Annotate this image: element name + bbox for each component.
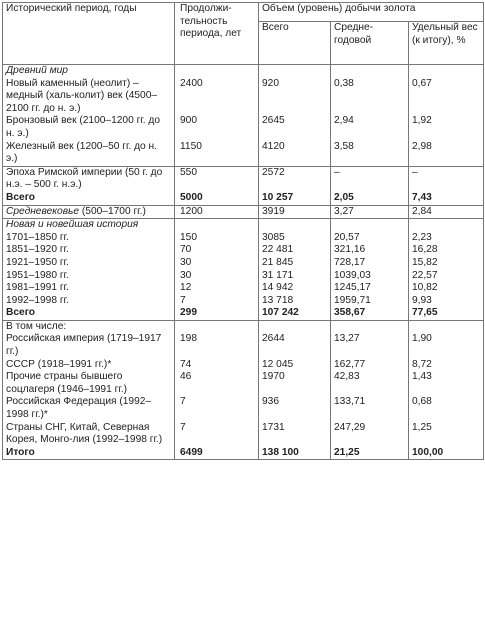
cell-total: 21 845 <box>259 257 331 270</box>
cell-period: 1701–1850 гг. <box>3 232 175 245</box>
cell-duration: 7 <box>175 396 259 421</box>
cell-period: СССР (1918–1991 гг.)* <box>3 359 175 372</box>
cell-annual: 1959,71 <box>331 295 409 308</box>
cell-duration <box>175 65 259 78</box>
cell-period: Всего <box>3 192 175 205</box>
cell-total <box>259 320 331 333</box>
table-row <box>3 65 484 78</box>
header-duration: Продолжи-тельность периода, лет <box>175 3 259 65</box>
cell-total: 2645 <box>259 115 331 140</box>
cell-annual: 2,05 <box>331 192 409 205</box>
table-row <box>3 295 484 308</box>
cell-share <box>409 320 484 333</box>
cell-duration: 74 <box>175 359 259 372</box>
table-body <box>3 65 484 460</box>
cell-period: Новый каменный (неолит) – медный (халь-колит) век (4500–2100 гг. до н. э.) <box>3 78 175 116</box>
cell-annual: 3,58 <box>331 141 409 167</box>
cell-share: 22,57 <box>409 270 484 283</box>
cell-annual: 13,27 <box>331 333 409 358</box>
cell-share: 8,72 <box>409 359 484 372</box>
cell-period: 1981–1991 гг. <box>3 282 175 295</box>
cell-period: 1921–1950 гг. <box>3 257 175 270</box>
cell-share: 1,92 <box>409 115 484 140</box>
cell-annual: 42,83 <box>331 371 409 396</box>
cell-annual: 20,57 <box>331 232 409 245</box>
cell-total: 2572 <box>259 166 331 192</box>
cell-annual: 1039,03 <box>331 270 409 283</box>
table-row <box>3 359 484 372</box>
cell-annual: 21,25 <box>331 447 409 460</box>
cell-period: Новая и новейшая история <box>3 219 175 232</box>
table-row <box>3 270 484 283</box>
table-row <box>3 219 484 232</box>
cell-share: 1,90 <box>409 333 484 358</box>
cell-share: 77,65 <box>409 307 484 320</box>
cell-period: Итого <box>3 447 175 460</box>
cell-total <box>259 219 331 232</box>
cell-total: 3085 <box>259 232 331 245</box>
cell-period: Всего <box>3 307 175 320</box>
cell-total: 1970 <box>259 371 331 396</box>
cell-annual: 728,17 <box>331 257 409 270</box>
cell-duration <box>175 219 259 232</box>
cell-total: 4120 <box>259 141 331 167</box>
cell-annual: 321,16 <box>331 244 409 257</box>
cell-duration: 6499 <box>175 447 259 460</box>
header-period: Исторический период, годы <box>3 3 175 65</box>
cell-total: 107 242 <box>259 307 331 320</box>
table-row <box>3 422 484 447</box>
cell-total: 13 718 <box>259 295 331 308</box>
cell-share: – <box>409 166 484 192</box>
cell-total <box>259 65 331 78</box>
cell-share: 1,25 <box>409 422 484 447</box>
header-volume-group: Объем (уровень) добычи золота <box>259 3 484 22</box>
cell-annual <box>331 65 409 78</box>
cell-duration: 46 <box>175 371 259 396</box>
cell-share: 100,00 <box>409 447 484 460</box>
cell-duration: 2400 <box>175 78 259 116</box>
cell-period: 1992–1998 гг. <box>3 295 175 308</box>
table-row <box>3 166 484 192</box>
cell-total: 12 045 <box>259 359 331 372</box>
cell-period: Бронзовый век (2100–1200 гг. до н. э.) <box>3 115 175 140</box>
cell-total: 138 100 <box>259 447 331 460</box>
cell-total: 920 <box>259 78 331 116</box>
cell-duration: 12 <box>175 282 259 295</box>
table-row <box>3 78 484 116</box>
table-row <box>3 257 484 270</box>
cell-duration: 1200 <box>175 205 259 219</box>
cell-total: 3919 <box>259 205 331 219</box>
cell-share: 15,82 <box>409 257 484 270</box>
cell-annual <box>331 320 409 333</box>
cell-share: 0,68 <box>409 396 484 421</box>
table-row <box>3 115 484 140</box>
table-row <box>3 333 484 358</box>
cell-period: 1951–1980 гг. <box>3 270 175 283</box>
cell-period: 1851–1920 гг. <box>3 244 175 257</box>
table-row <box>3 371 484 396</box>
cell-period: Страны СНГ, Китай, Северная Корея, Монго-лия (1992–1998 гг.) <box>3 422 175 447</box>
table-row <box>3 396 484 421</box>
cell-total: 31 171 <box>259 270 331 283</box>
cell-annual: 162,77 <box>331 359 409 372</box>
cell-share: 0,67 <box>409 78 484 116</box>
table-row <box>3 447 484 460</box>
cell-period: Железный век (1200–50 гг. до н. э.) <box>3 141 175 167</box>
cell-annual: 1245,17 <box>331 282 409 295</box>
cell-annual <box>331 219 409 232</box>
table-row <box>3 192 484 205</box>
cell-total: 2644 <box>259 333 331 358</box>
table-row <box>3 320 484 333</box>
gold-production-table <box>2 2 484 460</box>
cell-share: 2,23 <box>409 232 484 245</box>
cell-annual: 358,67 <box>331 307 409 320</box>
cell-duration: 1150 <box>175 141 259 167</box>
cell-share: 16,28 <box>409 244 484 257</box>
cell-period: Древний мир <box>3 65 175 78</box>
cell-duration: 70 <box>175 244 259 257</box>
cell-duration <box>175 320 259 333</box>
cell-annual: 2,94 <box>331 115 409 140</box>
cell-annual: 133,71 <box>331 396 409 421</box>
table-row <box>3 141 484 167</box>
cell-share: 2,84 <box>409 205 484 219</box>
table-row <box>3 205 484 219</box>
cell-share <box>409 219 484 232</box>
cell-share: 9,93 <box>409 295 484 308</box>
cell-duration: 299 <box>175 307 259 320</box>
cell-duration: 198 <box>175 333 259 358</box>
cell-duration: 7 <box>175 295 259 308</box>
cell-period: В том числе: <box>3 320 175 333</box>
cell-total: 10 257 <box>259 192 331 205</box>
cell-total: 936 <box>259 396 331 421</box>
cell-total: 22 481 <box>259 244 331 257</box>
table-row <box>3 307 484 320</box>
cell-duration: 30 <box>175 270 259 283</box>
cell-duration: 5000 <box>175 192 259 205</box>
cell-period: Эпоха Римской империи (50 г. до н.э. – 500 г. н.э.) <box>3 166 175 192</box>
cell-share: 10,82 <box>409 282 484 295</box>
cell-share <box>409 65 484 78</box>
table-row <box>3 282 484 295</box>
cell-annual: – <box>331 166 409 192</box>
cell-period: Прочие страны бывшего соцлагеря (1946–1991 гг.) <box>3 371 175 396</box>
cell-share: 1,43 <box>409 371 484 396</box>
table-row <box>3 232 484 245</box>
cell-period: Российская империя (1719–1917 гг.) <box>3 333 175 358</box>
cell-share: 7,43 <box>409 192 484 205</box>
cell-duration: 7 <box>175 422 259 447</box>
cell-annual: 0,38 <box>331 78 409 116</box>
cell-duration: 550 <box>175 166 259 192</box>
header-annual: Средне-годовой <box>331 22 409 65</box>
cell-annual: 247,29 <box>331 422 409 447</box>
cell-total: 14 942 <box>259 282 331 295</box>
cell-share: 2,98 <box>409 141 484 167</box>
cell-annual: 3,27 <box>331 205 409 219</box>
header-total: Всего <box>259 22 331 65</box>
header-share: Удельный вес (к итогу), % <box>409 22 484 65</box>
cell-duration: 30 <box>175 257 259 270</box>
cell-duration: 900 <box>175 115 259 140</box>
cell-total: 1731 <box>259 422 331 447</box>
table-row <box>3 244 484 257</box>
cell-period: Российская Федерация (1992–1998 гг.)* <box>3 396 175 421</box>
cell-duration: 150 <box>175 232 259 245</box>
cell-period: Средневековье (500–1700 гг.) <box>3 205 175 219</box>
